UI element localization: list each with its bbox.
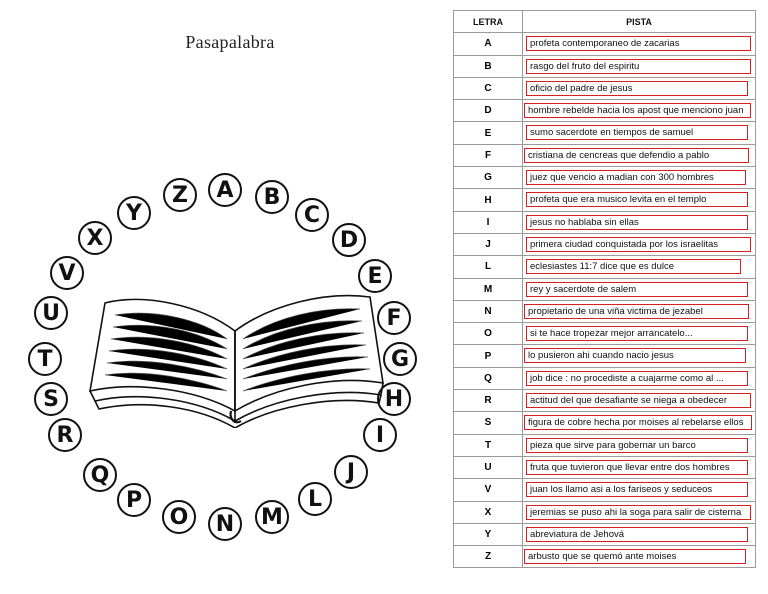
clue-field[interactable]: si te hace tropezar mejor arrancatelo... <box>526 326 748 341</box>
table-row <box>454 367 756 389</box>
table-row <box>454 33 756 55</box>
table-header-row <box>454 11 756 33</box>
table-row <box>454 55 756 77</box>
clue-field[interactable]: figura de cobre hecha por moises al rebelarse ellos <box>524 415 752 430</box>
row-letter: B <box>454 55 523 77</box>
row-letter: O <box>454 323 523 345</box>
row-letter: M <box>454 278 523 300</box>
row-letter: V <box>454 479 523 501</box>
clue-field[interactable]: rasgo del fruto del espiritu <box>526 59 751 74</box>
table-row <box>454 300 756 322</box>
row-letter: A <box>454 33 523 55</box>
row-letter: F <box>454 144 523 166</box>
wheel-letter-q: Q <box>83 458 117 492</box>
wheel-letter-b: B <box>255 180 289 214</box>
table-row <box>454 100 756 122</box>
clue-field[interactable]: juez que vencio a madian con 300 hombres <box>526 170 746 185</box>
row-letter: U <box>454 456 523 478</box>
wheel-letter-t: T <box>28 342 62 376</box>
table-row <box>454 546 756 568</box>
header-letra: LETRA <box>454 11 523 33</box>
table-row <box>454 167 756 189</box>
table-row <box>454 345 756 367</box>
clue-field[interactable]: eclesiastes 11:7 dice que es dulce <box>526 259 741 274</box>
wheel-letter-v: V <box>50 256 84 290</box>
clue-field[interactable]: primera ciudad conquistada por los israelitas <box>526 237 751 252</box>
table-row <box>454 77 756 99</box>
row-letter: I <box>454 211 523 233</box>
row-letter: N <box>454 300 523 322</box>
wheel-letter-l: L <box>298 482 332 516</box>
wheel-letter-z: Z <box>163 178 197 212</box>
table-row <box>454 501 756 523</box>
table-row <box>454 479 756 501</box>
table-row <box>454 211 756 233</box>
row-letter: S <box>454 412 523 434</box>
wheel-letter-o: O <box>162 500 196 534</box>
wheel-letter-x: X <box>78 221 112 255</box>
clue-field[interactable]: rey y sacerdote de salem <box>526 282 748 297</box>
table-row <box>454 323 756 345</box>
clue-field[interactable]: profeta contemporaneo de zacarias <box>526 36 751 51</box>
row-letter: Z <box>454 546 523 568</box>
open-book-icon <box>85 283 385 428</box>
clue-field[interactable]: lo pusieron ahi cuando nacio jesus <box>524 348 746 363</box>
wheel-letter-y: Y <box>117 196 151 230</box>
header-pista: PISTA <box>523 11 756 33</box>
page-title: Pasapalabra <box>185 32 275 52</box>
row-letter: D <box>454 100 523 122</box>
row-letter: T <box>454 434 523 456</box>
table-row <box>454 256 756 278</box>
row-letter: G <box>454 167 523 189</box>
row-letter: X <box>454 501 523 523</box>
row-letter: J <box>454 233 523 255</box>
wheel-letter-i: I <box>363 418 397 452</box>
row-letter: E <box>454 122 523 144</box>
clue-field[interactable]: hombre rebelde hacia los apost que menciono juan <box>524 103 751 118</box>
clue-field[interactable]: sumo sacerdote en tiempos de samuel <box>526 125 748 140</box>
table-row <box>454 144 756 166</box>
clue-field[interactable]: arbusto que se quemó ante moises <box>524 549 746 564</box>
table-row <box>454 412 756 434</box>
wheel-letter-n: N <box>208 507 242 541</box>
wheel-letter-j: J <box>334 455 368 489</box>
wheel-letter-s: S <box>34 382 68 416</box>
wheel-letter-g: G <box>383 342 417 376</box>
clue-field[interactable]: actitud del que desafiante se niega a obedecer <box>526 393 751 408</box>
wheel-letter-u: U <box>34 296 68 330</box>
table-row <box>454 390 756 412</box>
table-row <box>454 434 756 456</box>
clue-field[interactable]: juan los llamo asi a los fariseos y seduceos <box>526 482 748 497</box>
row-letter: H <box>454 189 523 211</box>
clue-field[interactable]: oficio del padre de jesus <box>526 81 748 96</box>
clue-table-container <box>453 10 756 568</box>
clue-field[interactable]: fruta que tuvieron que llevar entre dos hombres <box>526 460 748 475</box>
row-letter: Q <box>454 367 523 389</box>
wheel-letter-a: A <box>208 173 242 207</box>
wheel-letter-p: P <box>117 483 151 517</box>
wheel-letter-m: M <box>255 500 289 534</box>
table-row <box>454 233 756 255</box>
clue-table <box>453 10 756 568</box>
clue-field[interactable]: jesus no hablaba sin ellas <box>526 215 748 230</box>
wheel-letter-h: H <box>377 382 411 416</box>
wheel-letter-d: D <box>332 223 366 257</box>
row-letter: P <box>454 345 523 367</box>
wheel-letter-f: F <box>377 301 411 335</box>
table-row <box>454 523 756 545</box>
wheel-letter-c: C <box>295 198 329 232</box>
wheel-letter-r: R <box>48 418 82 452</box>
table-row <box>454 278 756 300</box>
row-letter: C <box>454 77 523 99</box>
clue-field[interactable]: abreviatura de Jehová <box>526 527 748 542</box>
clue-field[interactable]: cristiana de cencreas que defendio a pablo <box>524 148 749 163</box>
clue-field[interactable]: profeta que era musico levita en el templo <box>526 192 748 207</box>
clue-field[interactable]: pieza que sirve para gobernar un barco <box>526 438 748 453</box>
table-row <box>454 189 756 211</box>
clue-field[interactable]: jeremias se puso ahi la soga para salir de cisterna <box>526 505 751 520</box>
table-row <box>454 456 756 478</box>
row-letter: L <box>454 256 523 278</box>
clue-field[interactable]: job dice : no procediste a cuajarme como al ... <box>526 371 748 386</box>
table-row <box>454 122 756 144</box>
wheel-letter-e: E <box>358 259 392 293</box>
row-letter: R <box>454 390 523 412</box>
clue-field[interactable]: propietario de una viña victima de jezabel <box>524 304 749 319</box>
row-letter: Y <box>454 523 523 545</box>
